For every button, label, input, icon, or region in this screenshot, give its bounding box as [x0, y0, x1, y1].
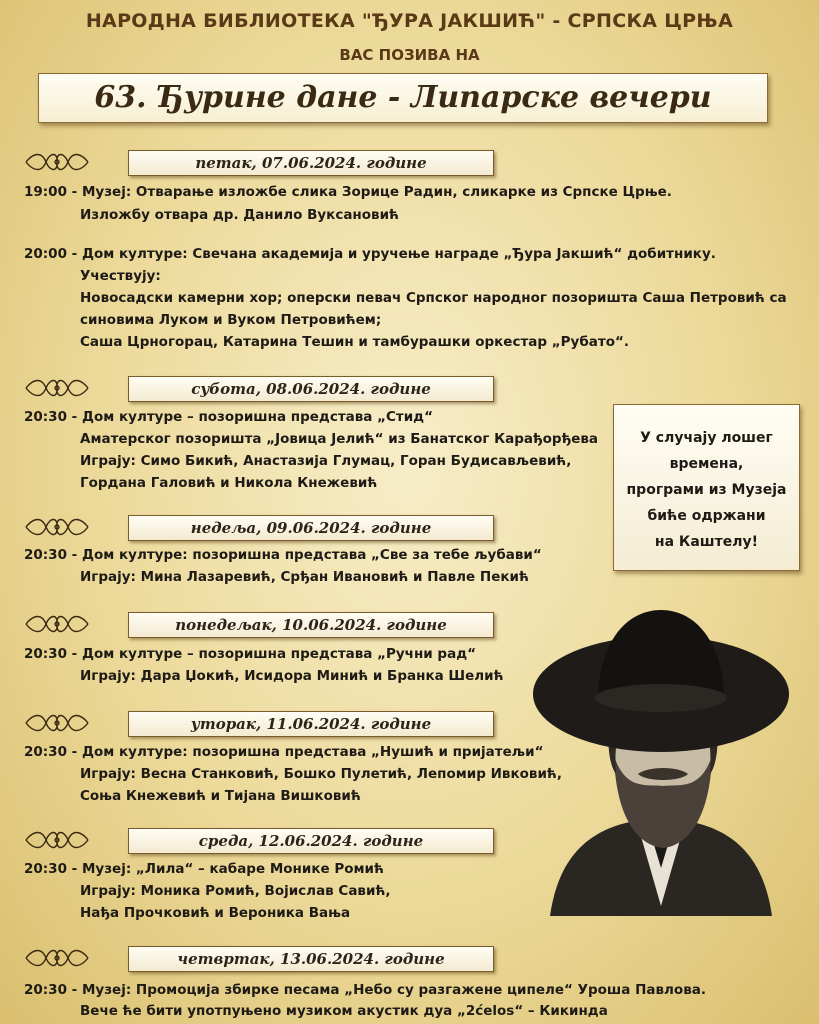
day-date-box	[128, 946, 494, 972]
flourish-ornament-icon	[24, 516, 90, 538]
notice-line: програми из Музеја	[626, 482, 787, 498]
event-title-banner	[38, 73, 768, 123]
program-line: Играју: Дара Џокић, Исидора Минић и Бранка Шелић	[80, 668, 504, 684]
program-line: Соња Кнежевић и Тијана Вишковић	[80, 788, 361, 804]
program-line: Нађа Прочковић и Вероника Вања	[80, 905, 351, 921]
organization-title: НАРОДНА БИБЛИОТЕКА "ЂУРА ЈАКШИЋ" - СРПСКА ЦРЊА	[85, 10, 734, 32]
day-date: уторак, 11.06.2024. године	[190, 715, 432, 733]
program-line: Учествују:	[80, 268, 161, 284]
flourish-ornament-icon	[24, 712, 90, 734]
flourish-ornament-icon	[24, 947, 90, 969]
flourish-ornament-icon	[24, 613, 90, 635]
program-line: Аматерског позоришта „Јовица Јелић“ из Банатског Карађорђева	[80, 431, 599, 447]
program-line: 20:30 - Дом културе – позоришна представа „Ручни рад“	[24, 646, 476, 662]
invite-text: ВАС ПОЗИВА НА	[339, 46, 480, 64]
program-line: 19:00 - Музеј: Отварање изложбе слика Зорице Радин, сликарке из Српске Црње.	[24, 184, 672, 200]
program-line: Вече ће бити употпуњено музиком акустик дуа „2ćelos“ – Кикинда	[80, 1003, 608, 1019]
program-line: Изложбу отвара др. Данило Вуксановић	[80, 207, 399, 223]
flourish-ornament-icon	[24, 151, 90, 173]
program-line: синовима Луком и Вуком Петровићем;	[80, 312, 382, 328]
event-title: 63. Ђурине дане - Липарске вечери	[94, 80, 712, 115]
day-date-box	[128, 612, 494, 638]
notice-line: времена,	[669, 456, 744, 472]
program-line: Играју: Симо Бикић, Анастазија Глумац, Горан Будисављевић,	[80, 453, 572, 469]
day-date-box	[128, 711, 494, 737]
program-line: 20:30 - Дом културе – позоришна представа „Стид“	[24, 409, 433, 425]
program-line: 20:30 - Музеј: Промоција збирке песама „Небо су разгажене ципеле“ Уроша Павлова.	[24, 982, 706, 998]
day-date: четвртак, 13.06.2024. године	[177, 950, 445, 968]
program-line: 20:30 - Дом културе: позоришна представа „Нушић и пријатељи“	[24, 744, 544, 760]
program-line: 20:30 - Дом културе: позоришна представа „Све за тебе љубави“	[24, 547, 542, 563]
program-line: 20:30 - Музеј: „Лила“ – кабаре Монике Ромић	[24, 861, 384, 877]
day-date: понедељак, 10.06.2024. године	[175, 616, 447, 634]
portrait-image	[530, 606, 792, 916]
flourish-ornament-icon	[24, 829, 90, 851]
program-line: Саша Црногорац, Катарина Тешин и тамбурашки оркестар „Рубато“.	[80, 334, 629, 350]
day-date-box	[128, 150, 494, 176]
program-line: Гордана Галовић и Никола Кнежевић	[80, 475, 378, 491]
notice-line: биће одржани	[647, 508, 766, 524]
flourish-ornament-icon	[24, 377, 90, 399]
notice-line: на Каштелу!	[654, 534, 759, 550]
day-date-box	[128, 515, 494, 541]
bad-weather-notice	[613, 404, 800, 571]
program-line: Играју: Моника Ромић, Војислав Савић,	[80, 883, 391, 899]
program-line: Играју: Весна Станковић, Бошко Пулетић, Лепомир Ивковић,	[80, 766, 562, 782]
program-line: Играју: Мина Лазаревић, Срђан Ивановић и Павле Пекић	[80, 569, 529, 585]
day-date: петак, 07.06.2024. године	[195, 154, 427, 172]
day-date: недеља, 09.06.2024. године	[190, 519, 432, 537]
day-date: среда, 12.06.2024. године	[198, 832, 424, 850]
day-date: субота, 08.06.2024. године	[191, 380, 431, 398]
program-line: Новосадски камерни хор; оперски певач Српског народног позоришта Саша Петровић са	[80, 290, 787, 306]
day-date-box	[128, 376, 494, 402]
notice-line: У случају лошег	[640, 430, 773, 446]
program-line: 20:00 - Дом културе: Свечана академија и уручење награде „Ђура Јакшић“ добитнику.	[24, 246, 716, 262]
day-date-box	[128, 828, 494, 854]
